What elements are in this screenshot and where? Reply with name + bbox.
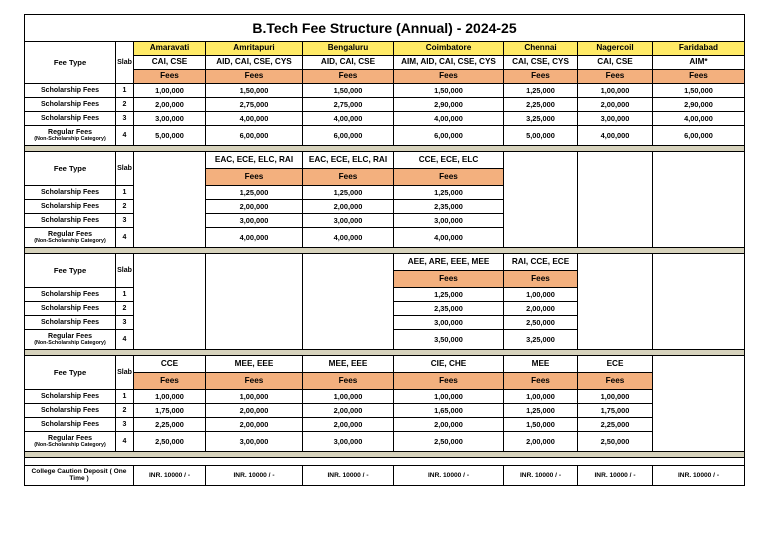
slab-number: 2 xyxy=(116,302,134,316)
fee-row xyxy=(25,84,745,98)
fee-value: 3,00,000 xyxy=(134,112,206,126)
caution-deposit-value xyxy=(653,466,745,486)
fee-value: 3,25,000 xyxy=(504,112,578,126)
caution-deposit-amount: INR. 10000 / - xyxy=(677,472,720,480)
fee-value: 1,75,000 xyxy=(134,404,206,418)
fee-value: 2,00,000 xyxy=(394,418,504,432)
fee-type-header: Fee Type xyxy=(25,254,116,288)
slab-number: 3 xyxy=(116,316,134,330)
fee-value: 2,35,000 xyxy=(394,200,504,214)
fee-value: 1,00,000 xyxy=(578,390,653,404)
fee-type-header: Fee Type xyxy=(25,356,116,390)
scholarship-fees-label: Scholarship Fees xyxy=(25,288,116,302)
caution-deposit-amount: INR. 10000 / - xyxy=(519,472,562,480)
empty-cell xyxy=(206,254,303,350)
fee-value: 3,00,000 xyxy=(303,214,394,228)
fee-value: 1,50,000 xyxy=(206,84,303,98)
non-scholarship-note: (Non-Scholarship Category) xyxy=(34,237,106,244)
regular-fees-label xyxy=(25,126,116,146)
fee-value: 3,00,000 xyxy=(394,214,504,228)
fee-value: 3,25,000 xyxy=(504,330,578,350)
program-header: MEE, EEE xyxy=(206,356,303,373)
fee-value: 1,75,000 xyxy=(578,404,653,418)
fee-row xyxy=(25,432,745,452)
fee-value: 1,00,000 xyxy=(206,390,303,404)
caution-deposit-amount: INR. 10000 / - xyxy=(427,472,470,480)
program-header: CAI, CSE xyxy=(134,56,206,70)
fee-value: 1,00,000 xyxy=(504,390,578,404)
fee-value: 1,00,000 xyxy=(394,390,504,404)
fee-value: 1,50,000 xyxy=(504,418,578,432)
slab-number: 2 xyxy=(116,200,134,214)
fee-value: 4,00,000 xyxy=(394,228,504,248)
fees-header: Fees xyxy=(394,373,504,390)
fee-value: 3,50,000 xyxy=(394,330,504,350)
slab-number: 1 xyxy=(116,186,134,200)
page-title: B.Tech Fee Structure (Annual) - 2024-25 xyxy=(25,15,745,42)
fees-header: Fees xyxy=(134,70,206,84)
fee-value: 1,50,000 xyxy=(653,84,745,98)
program-header: MEE, EEE xyxy=(303,356,394,373)
fee-value: 4,00,000 xyxy=(653,112,745,126)
fee-value: 3,00,000 xyxy=(206,432,303,452)
scholarship-fees-label: Scholarship Fees xyxy=(25,214,116,228)
empty-cell xyxy=(578,152,653,248)
scholarship-fees-label: Scholarship Fees xyxy=(25,112,116,126)
fee-value: 1,65,000 xyxy=(394,404,504,418)
regular-fees-label xyxy=(25,330,116,350)
fee-value: 2,00,000 xyxy=(206,404,303,418)
slab-number: 2 xyxy=(116,404,134,418)
fee-value: 1,00,000 xyxy=(504,288,578,302)
empty-cell xyxy=(134,254,206,350)
fee-value: 2,90,000 xyxy=(394,98,504,112)
scholarship-fees-label: Scholarship Fees xyxy=(25,186,116,200)
fees-header: Fees xyxy=(206,169,303,186)
fee-value: 1,00,000 xyxy=(578,84,653,98)
caution-deposit-value xyxy=(394,466,504,486)
fee-value: 1,25,000 xyxy=(303,186,394,200)
scholarship-fees-label: Scholarship Fees xyxy=(25,316,116,330)
empty-cell xyxy=(653,254,745,350)
caution-deposit-amount: INR. 10000 / - xyxy=(594,472,636,480)
non-scholarship-note: (Non-Scholarship Category) xyxy=(34,135,106,142)
regular-fees-title: Regular Fees xyxy=(48,434,92,442)
slab-header: Slab xyxy=(116,356,134,390)
caution-deposit-value xyxy=(578,466,653,486)
program-header: AIM, AID, CAI, CSE, CYS xyxy=(394,56,504,70)
fee-value: 1,00,000 xyxy=(134,84,206,98)
fee-value: 1,00,000 xyxy=(303,390,394,404)
fees-header: Fees xyxy=(504,271,578,288)
fee-value: 6,00,000 xyxy=(206,126,303,146)
caution-deposit-value xyxy=(206,466,303,486)
slab-number: 4 xyxy=(116,432,134,452)
regular-fees-title: Regular Fees xyxy=(48,230,92,238)
fee-value: 2,00,000 xyxy=(504,432,578,452)
fee-value: 3,00,000 xyxy=(206,214,303,228)
scholarship-fees-label: Scholarship Fees xyxy=(25,200,116,214)
fee-value: 1,25,000 xyxy=(504,404,578,418)
fees-header: Fees xyxy=(394,271,504,288)
empty-cell xyxy=(134,152,206,248)
caution-deposit-amount: INR. 10000 / - xyxy=(233,472,275,480)
fee-value: 2,00,000 xyxy=(206,418,303,432)
fee-value: 2,00,000 xyxy=(578,98,653,112)
fee-type-header: Fee Type xyxy=(25,152,116,186)
scholarship-fees-label: Scholarship Fees xyxy=(25,98,116,112)
fees-header: Fees xyxy=(303,70,394,84)
fees-header: Fees xyxy=(504,70,578,84)
fee-value: 2,00,000 xyxy=(303,200,394,214)
fee-row xyxy=(25,126,745,146)
fee-value: 2,25,000 xyxy=(504,98,578,112)
fee-value: 2,00,000 xyxy=(134,98,206,112)
caution-deposit-amount: INR. 10000 / - xyxy=(148,472,191,480)
scholarship-fees-label: Scholarship Fees xyxy=(25,418,116,432)
regular-fees-title: Regular Fees xyxy=(48,332,92,340)
slab-number: 1 xyxy=(116,390,134,404)
caution-deposit-value xyxy=(134,466,206,486)
campus-header: Amritapuri xyxy=(206,42,303,56)
program-header: AID, CAI, CSE xyxy=(303,56,394,70)
fee-value: 2,90,000 xyxy=(653,98,745,112)
slab-number: 3 xyxy=(116,214,134,228)
fee-value: 1,25,000 xyxy=(394,186,504,200)
fee-value: 4,00,000 xyxy=(578,126,653,146)
regular-fees-label xyxy=(25,432,116,452)
regular-fees-label xyxy=(25,228,116,248)
fees-header: Fees xyxy=(134,373,206,390)
scholarship-fees-label: Scholarship Fees xyxy=(25,390,116,404)
fee-structure-table xyxy=(24,14,745,486)
fee-value: 2,50,000 xyxy=(134,432,206,452)
fee-value: 2,75,000 xyxy=(206,98,303,112)
campus-header: Bengaluru xyxy=(303,42,394,56)
fees-header: Fees xyxy=(303,169,394,186)
program-header: CAI, CSE xyxy=(578,56,653,70)
program-header: AIM* xyxy=(653,56,745,70)
program-header: CAI, CSE, CYS xyxy=(504,56,578,70)
fee-value: 2,00,000 xyxy=(303,418,394,432)
slab-header: Slab xyxy=(116,42,134,84)
fee-value: 2,50,000 xyxy=(504,316,578,330)
program-header: CIE, CHE xyxy=(394,356,504,373)
fee-value: 4,00,000 xyxy=(303,228,394,248)
empty-cell xyxy=(653,152,745,248)
slab-number: 4 xyxy=(116,228,134,248)
fee-row xyxy=(25,404,745,418)
fee-row xyxy=(25,390,745,404)
fee-value: 2,00,000 xyxy=(303,404,394,418)
caution-deposit-value xyxy=(303,466,394,486)
non-scholarship-note: (Non-Scholarship Category) xyxy=(34,441,106,448)
fees-header: Fees xyxy=(206,70,303,84)
program-header: EAC, ECE, ELC, RAI xyxy=(303,152,394,169)
fee-value: 5,00,000 xyxy=(504,126,578,146)
scholarship-fees-label: Scholarship Fees xyxy=(25,404,116,418)
fee-value: 6,00,000 xyxy=(394,126,504,146)
campus-header: Chennai xyxy=(504,42,578,56)
fee-value: 2,00,000 xyxy=(206,200,303,214)
fees-header: Fees xyxy=(206,373,303,390)
scholarship-fees-label: Scholarship Fees xyxy=(25,302,116,316)
campus-header: Amaravati xyxy=(134,42,206,56)
empty-cell xyxy=(653,356,745,452)
program-header: RAI, CCE, ECE xyxy=(504,254,578,271)
campus-header: Faridabad xyxy=(653,42,745,56)
fee-row xyxy=(25,112,745,126)
program-header: EAC, ECE, ELC, RAI xyxy=(206,152,303,169)
fee-value: 1,50,000 xyxy=(394,84,504,98)
slab-number: 4 xyxy=(116,126,134,146)
fee-value: 6,00,000 xyxy=(303,126,394,146)
fees-header: Fees xyxy=(394,70,504,84)
fee-value: 5,00,000 xyxy=(134,126,206,146)
slab-header: Slab xyxy=(116,152,134,186)
fee-type-header: Fee Type xyxy=(25,42,116,84)
fee-row xyxy=(25,418,745,432)
fee-value: 2,35,000 xyxy=(394,302,504,316)
slab-header: Slab xyxy=(116,254,134,288)
fee-value: 2,50,000 xyxy=(578,432,653,452)
slab-number: 1 xyxy=(116,288,134,302)
fees-header: Fees xyxy=(394,169,504,186)
fee-value: 2,25,000 xyxy=(134,418,206,432)
slab-number: 3 xyxy=(116,418,134,432)
program-header: MEE xyxy=(504,356,578,373)
fee-value: 2,75,000 xyxy=(303,98,394,112)
program-header: AEE, ARE, EEE, MEE xyxy=(394,254,504,271)
regular-fees-title: Regular Fees xyxy=(48,128,92,136)
caution-deposit-amount: INR. 10000 / - xyxy=(327,472,369,480)
fee-value: 4,00,000 xyxy=(394,112,504,126)
fee-value: 2,25,000 xyxy=(578,418,653,432)
campus-header: Coimbatore xyxy=(394,42,504,56)
program-header: ECE xyxy=(578,356,653,373)
fee-value: 1,25,000 xyxy=(394,288,504,302)
fee-value: 4,00,000 xyxy=(206,112,303,126)
fees-header: Fees xyxy=(578,70,653,84)
slab-number: 1 xyxy=(116,84,134,98)
fees-header: Fees xyxy=(578,373,653,390)
fee-value: 2,50,000 xyxy=(394,432,504,452)
non-scholarship-note: (Non-Scholarship Category) xyxy=(34,339,106,346)
empty-cell xyxy=(504,152,578,248)
fee-value: 4,00,000 xyxy=(303,112,394,126)
fees-header: Fees xyxy=(504,373,578,390)
caution-deposit-label: College Caution Deposit ( One Time ) xyxy=(25,466,134,486)
campus-header: Nagercoil xyxy=(578,42,653,56)
fee-value: 2,00,000 xyxy=(504,302,578,316)
fee-value: 6,00,000 xyxy=(653,126,745,146)
fee-value: 1,00,000 xyxy=(134,390,206,404)
fee-value: 3,00,000 xyxy=(394,316,504,330)
program-header: CCE, ECE, ELC xyxy=(394,152,504,169)
fee-value: 3,00,000 xyxy=(578,112,653,126)
program-header: CCE xyxy=(134,356,206,373)
spacer-row xyxy=(25,458,745,466)
scholarship-fees-label: Scholarship Fees xyxy=(25,84,116,98)
slab-number: 4 xyxy=(116,330,134,350)
fees-header: Fees xyxy=(303,373,394,390)
fee-value: 1,25,000 xyxy=(504,84,578,98)
caution-deposit-value xyxy=(504,466,578,486)
fee-value: 3,00,000 xyxy=(303,432,394,452)
fee-value: 1,25,000 xyxy=(206,186,303,200)
fee-row xyxy=(25,98,745,112)
fees-header: Fees xyxy=(653,70,745,84)
slab-number: 3 xyxy=(116,112,134,126)
empty-cell xyxy=(578,254,653,350)
program-header: AID, CAI, CSE, CYS xyxy=(206,56,303,70)
fee-value: 1,50,000 xyxy=(303,84,394,98)
fee-value: 4,00,000 xyxy=(206,228,303,248)
slab-number: 2 xyxy=(116,98,134,112)
empty-cell xyxy=(303,254,394,350)
